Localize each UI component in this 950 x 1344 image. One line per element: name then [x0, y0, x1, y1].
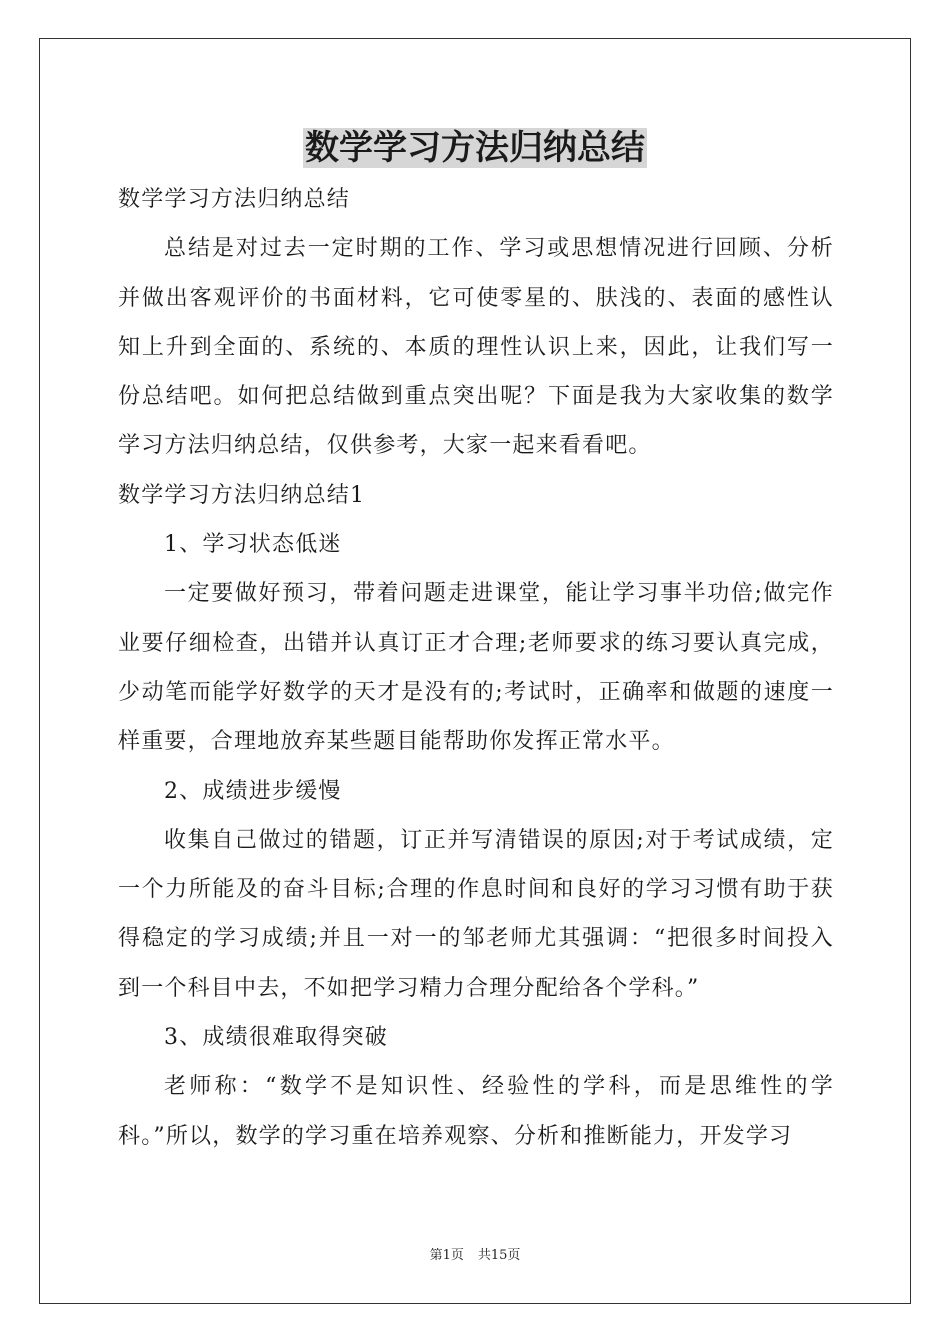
document-title-text: 数学学习方法归纳总结	[305, 128, 645, 168]
item-heading-2: 2、成绩进步缓慢	[164, 778, 342, 804]
document-subtitle: 数学学习方法归纳总结	[118, 187, 351, 212]
page-footer	[0, 1246, 950, 1266]
page-total: 共15页	[477, 1248, 521, 1263]
item-body-2: 收集自己做过的错题，订正并写清错误的原因;对于考试成绩，定一个力所能及的奋斗目标;合理的作息时间和良好的学习习惯有助于获得稳定的学习成绩;并且一对一的邹老师尤其强调：“把很多时间投入到一个科目中去，不如把学习精力合理分配给各个学科。”	[118, 827, 834, 1001]
item-body-3: 老师称：“数学不是知识性、经验性的学科，而是思维性的学科。”所以，数学的学习重在培养观察、分析和推断能力，开发学习	[118, 1074, 834, 1149]
item-heading-1: 1、学习状态低迷	[164, 532, 342, 558]
page-number: 第1页	[429, 1248, 464, 1263]
document-body	[118, 175, 834, 1161]
document-title	[0, 122, 950, 174]
item-heading-3: 3、成绩很难取得突破	[164, 1025, 388, 1051]
intro-paragraph: 总结是对过去一定时期的工作、学习或思想情况进行回顾、分析并做出客观评价的书面材料，它可使零星的、肤浅的、表面的感性认知上升到全面的、系统的、本质的理性认识上来，因此，让我们写一份总结吧。如何把总结做到重点突出呢？下面是我为大家收集的数学学习方法归纳总结，仅供参考，大家一起来看看吧。	[118, 236, 834, 459]
section-heading: 数学学习方法归纳总结1	[118, 482, 366, 508]
item-body-1: 一定要做好预习，带着问题走进课堂，能让学习事半功倍;做完作业要仔细检查，出错并认真订正才合理;老师要求的练习要认真完成，少动笔而能学好数学的天才是没有的;考试时，正确率和做题的速度一样重要，合理地放弃某些题目能帮助你发挥正常水平。	[118, 581, 834, 755]
